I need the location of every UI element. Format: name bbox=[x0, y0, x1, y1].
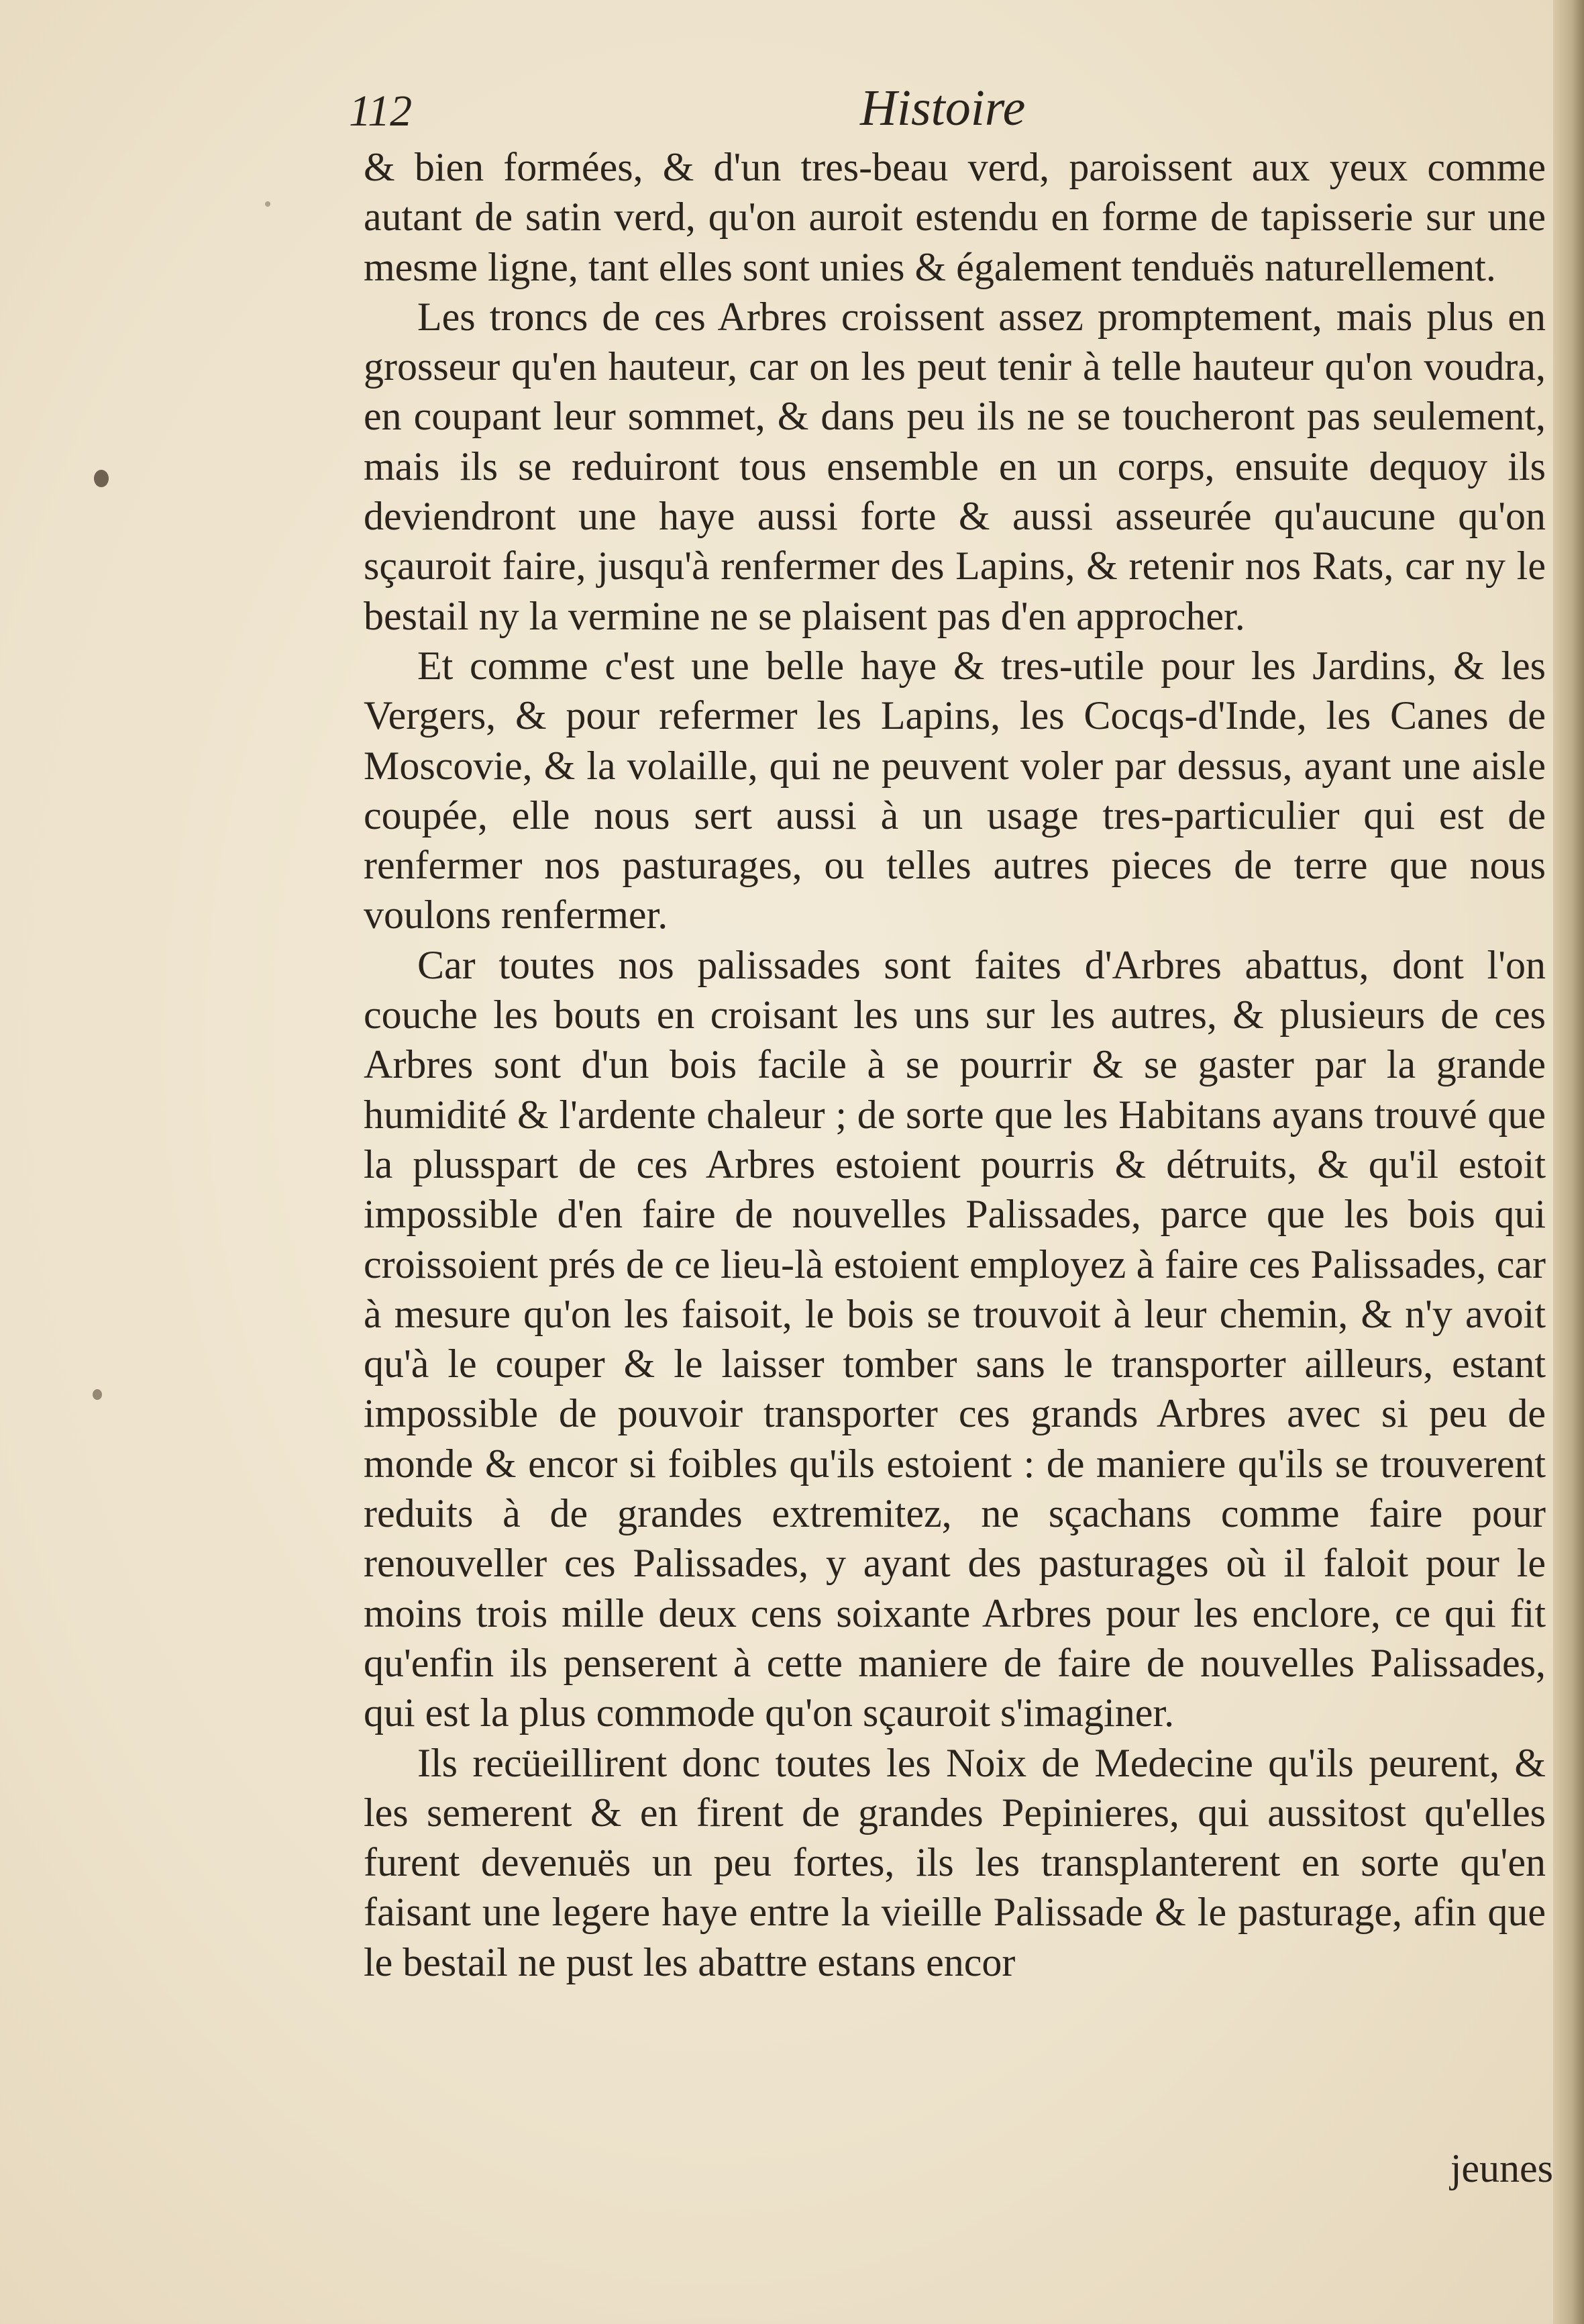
paragraph: Les troncs de ces Arbres croissent assez promptement, mais plus en grosseur qu'en hauteur, car on les peut tenir à telle hauteur qu'on voudra, en coupant leur sommet, & dans peu ils ne se toucheront pas seulement, mais ils se reduiront tous ensemble en un corps, ensuite dequoy ils deviendront une haye aussi forte & aussi asseurée qu'aucune qu'on sçauroit faire, jusqu'à renfermer des Lapins, & retenir nos Rats, car ny le bestail ny la vermine ne se plaisent pas d'en approcher. bbox=[364, 294, 1546, 638]
page-number: 112 bbox=[349, 87, 413, 136]
foxing-spot bbox=[93, 1389, 102, 1400]
page-body bbox=[364, 142, 1546, 1987]
foxing-spot bbox=[94, 470, 109, 487]
paragraph: Car toutes nos palissades sont faites d'Arbres abattus, dont l'on couche les bouts en croisant les uns sur les autres, & plusieurs de ces Arbres sont d'un bois facile à se pourrir & se gaster par la grande humidité & l'ardente chaleur ; de sorte que les Habitans ayans trouvé que la plusspart de ces Arbres estoient pourris & détruits, & qu'il estoit impossible d'en faire de nouvelles Palissades, parce que les bois qui croissoient prés de ce lieu-là estoient employez à faire ces Palissades, car à mesure qu'on les faisoit, le bois se trouvoit à leur chemin, & n'y avoit qu'à le couper & le laisser tomber sans le transporter ailleurs, estant impossible de pouvoir transporter ces grands Arbres avec si peu de monde & encor si foibles qu'ils estoient : de maniere qu'ils se trouverent reduits à de grandes extremitez, ne sçachans comme faire pour renouveller ces Palissades, y ayant des pasturages où il faloit pour le moins trois mille deux cens soixante Arbres pour les enclore, ce qui fit qu'enfin ils penserent à cette maniere de faire de nouvelles Palissades, qui est la plus commode qu'on sçauroit s'imaginer. bbox=[364, 942, 1546, 1735]
paragraph: & bien formées, & d'un tres-beau verd, paroissent aux yeux comme autant de satin verd, qu'on auroit estendu en forme de tapisserie sur une mesme ligne, tant elles sont unies & également tenduës naturellement. bbox=[364, 145, 1546, 289]
paragraph: Et comme c'est une belle haye & tres-utile pour les Jardins, & les Vergers, & pour refermer les Lapins, les Cocqs-d'Inde, les Canes de Moscovie, & la volaille, qui ne peuvent voler par dessus, ayant une aisle coupée, elle nous sert aussi à un usage tres-particulier qui est de renfermer nos pasturages, ou telles autres pieces de terre que nous voulons renfermer. bbox=[364, 643, 1546, 938]
catchword: jeunes bbox=[1450, 2146, 1553, 2190]
foxing-spot bbox=[265, 201, 270, 207]
page-gutter-shadow bbox=[1553, 0, 1584, 2324]
running-title: Histoire bbox=[860, 80, 1026, 136]
paragraph: Ils recüeillirent donc toutes les Noix de Medecine qu'ils peurent, & les semerent & en firent de grandes Pepinieres, qui aussitost qu'elles furent devenuës un peu fortes, ils les transplanterent en sorte qu'en faisant une legere haye entre la vieille Palissade & le pasturage, afin que le bestail ne pust les abattre estans encor bbox=[364, 1740, 1546, 1984]
